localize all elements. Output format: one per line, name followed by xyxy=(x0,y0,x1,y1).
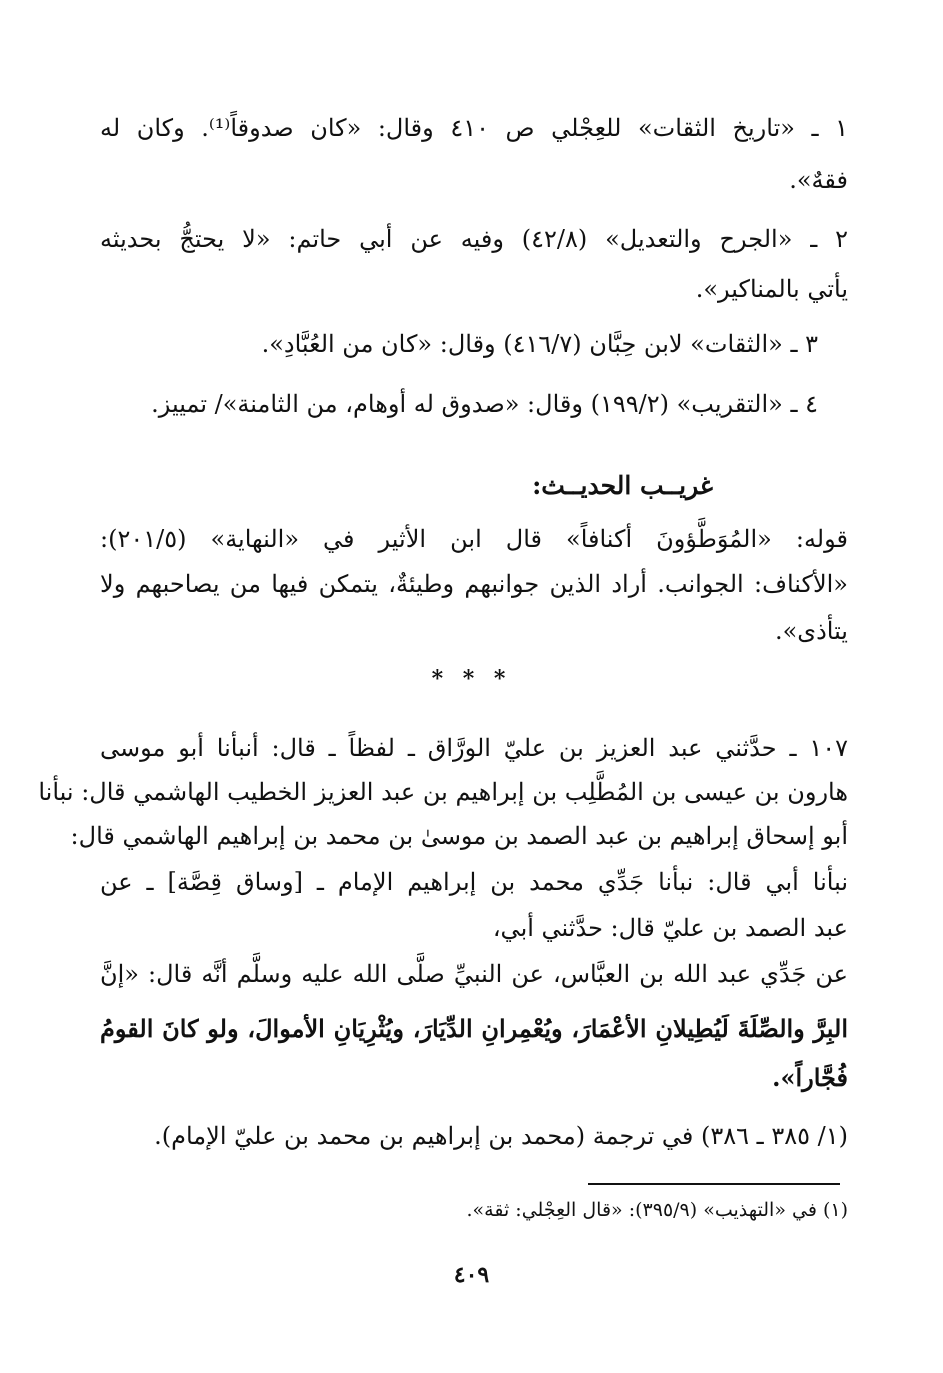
hadith-line-1: ١٠٧ ـ حدَّثني عبد العزيز بن عليّ الورَّاق ـ لفظاً ـ قال: أنبأنا أبو موسى xyxy=(100,734,848,762)
footnote-1: (١) في «التهذيب» (٣٩٥/٩): «قال العِجْلي: ثقة». xyxy=(466,1199,848,1221)
hadith-line-7: البِرَّ والصِّلَةَ لَيُطِيلانِ الأعْمَارَ، ويُعْمِرانِ الدِّيَارَ، ويُثْرِيَانِ الأموالَ، ولو كانَ القومُ xyxy=(100,1014,848,1043)
footnote-divider xyxy=(588,1183,840,1185)
reference-3: ٣ ـ «الثقات» لابن حِبَّان (٤١٦/٧) وقال: «كان من العُبَّادِ». xyxy=(261,330,818,358)
gharib-line-2: «الأكناف: الجوانب. أراد الذين جوانبهم وطيئةٌ، يتمكن فيها من يصاحبهم ولا xyxy=(100,570,848,598)
reference-2-line-2: يأتي بالمناكير». xyxy=(695,275,848,303)
section-separator: * * * xyxy=(431,666,512,692)
section-heading-gharib: غريــب الحديــث: xyxy=(532,471,713,500)
hadith-line-5: عبد الصمد بن عليّ قال: حدَّثني أبي، xyxy=(492,914,848,942)
reference-4: ٤ ـ «التقريب» (١٩٩/٢) وقال: «صدوق له أوهام، من الثامنة»/ تمييز. xyxy=(151,390,818,418)
hadith-line-3: أبو إسحاق إبراهيم بن عبد الصمد بن موسىٰ بن محمد بن إبراهيم الهاشمي قال: xyxy=(70,822,848,850)
hadith-line-2: هارون بن عيسى بن المُطَّلِب بن إبراهيم بن عبد العزيز الخطيب الهاشمي قال: نبأنا xyxy=(38,778,848,806)
hadith-line-8: فُجَّاراً». xyxy=(772,1063,848,1092)
gharib-line-3: يتأذى». xyxy=(774,617,848,645)
hadith-line-6: عن جَدِّي عبد الله بن العبَّاس، عن النبيِّ صلَّى الله عليه وسلَّم أنَّه قال: «إنَّ xyxy=(100,960,848,988)
reference-2-line-1: ٢ ـ «الجرح والتعديل» (٤٢/٨) وفيه عن أبي حاتم: «لا يحتجُّ بحديثه xyxy=(100,225,848,253)
reference-1-line-1: ١ ـ «تاريخ الثقات» للعِجْلي ص ٤١٠ وقال: «كان صدوقاً⁽¹⁾. وكان له xyxy=(100,114,848,142)
reference-1-line-2: فقهٌ». xyxy=(789,166,848,194)
page-number: ٤٠٩ xyxy=(453,1262,490,1288)
hadith-line-4: نبأنا أبي قال: نبأنا جَدِّي محمد بن إبراهيم الإمام ـ [وساق قِصَّة] ـ عن xyxy=(100,868,848,896)
hadith-line-9: (١/ ٣٨٥ ـ ٣٨٦) في ترجمة (محمد بن إبراهيم بن محمد بن عليّ الإمام). xyxy=(154,1122,848,1150)
gharib-line-1: قوله: «المُوَطَّؤونَ أكنافاً» قال ابن الأثير في «النهاية» (٢٠١/٥): xyxy=(100,525,848,553)
